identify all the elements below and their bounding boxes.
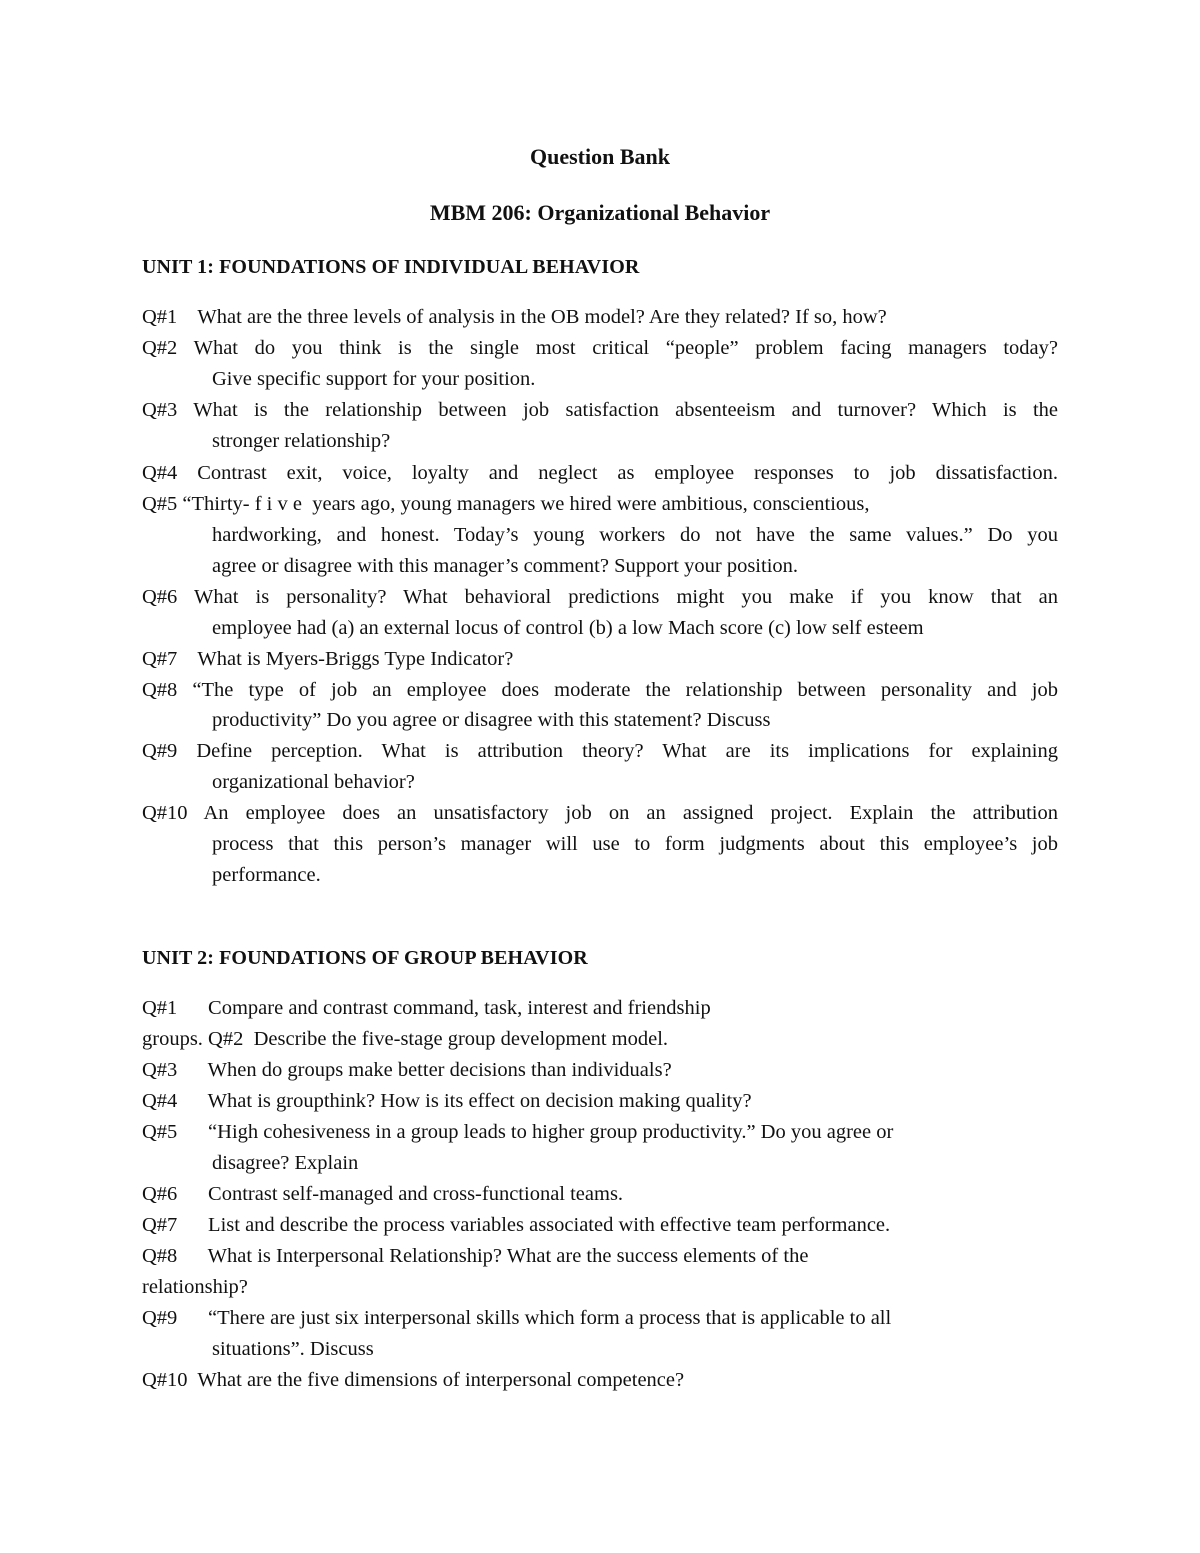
unit2-heading: UNIT 2: FOUNDATIONS OF GROUP BEHAVIOR [142,947,588,969]
unit2-line: Q#7 List and describe the process variables associated with effective team performance. [142,1214,891,1236]
unit2-line: Q#9 “There are just six interpersonal skills which form a process that is applicable to all [142,1307,892,1329]
unit2-line: Q#1 Compare and contrast command, task, interest and friendship [142,997,711,1019]
unit1-line: Q#10 An employee does an unsatisfactory job on an assigned project. Explain the attribution [142,802,1058,824]
unit1-line: performance. [212,864,321,886]
course-title: MBM 206: Organizational Behavior [429,200,771,225]
unit2-line: Q#10 What are the five dimensions of interpersonal competence? [142,1369,685,1391]
unit1-line: Q#3 What is the relationship between job satisfaction absenteeism and turnover? Which is the [142,399,1058,421]
document-title: Question Bank [530,144,670,169]
unit2-line: groups. Q#2 Describe the five-stage group development model. [142,1028,669,1050]
unit1-line: Q#4 Contrast exit, voice, loyalty and neglect as employee responses to job dissatisfaction. [142,462,1058,484]
unit1-line: productivity” Do you agree or disagree with this statement? Discuss [212,709,771,731]
unit1-line: Q#1 What are the three levels of analysis in the OB model? Are they related? If so, how? [142,306,887,328]
unit1-line: Give specific support for your position. [212,368,536,390]
unit1-line: stronger relationship? [212,430,391,452]
unit1-line: process that this person’s manager will use to form judgments about this employee’s job [212,833,1058,855]
unit2-line: situations”. Discuss [212,1338,374,1360]
unit1-line: employee had (a) an external locus of control (b) a low Mach score (c) low self esteem [212,617,924,639]
unit2-line: relationship? [142,1276,248,1298]
unit1-heading: UNIT 1: FOUNDATIONS OF INDIVIDUAL BEHAVIOR [142,256,640,278]
unit1-line: Q#5 “Thirty- f i v e years ago, young managers we hired were ambitious, conscientious, [142,493,870,515]
unit2-line: Q#5 “High cohesiveness in a group leads to higher group productivity.” Do you agree or [142,1121,894,1143]
unit1-line: Q#8 “The type of job an employee does moderate the relationship between personality and job [142,679,1058,701]
unit1-line: Q#6 What is personality? What behavioral predictions might you make if you know that an [142,586,1058,608]
unit1-line: organizational behavior? [212,771,415,793]
unit2-line: disagree? Explain [212,1152,359,1174]
unit1-line: Q#7 What is Myers-Briggs Type Indicator? [142,648,514,670]
unit2-line: Q#4 What is groupthink? How is its effect on decision making quality? [142,1090,752,1112]
unit2-line: Q#6 Contrast self-managed and cross-functional teams. [142,1183,624,1205]
unit1-line: Q#9 Define perception. What is attribution theory? What are its implications for explaining [142,740,1058,762]
unit2-line: Q#3 When do groups make better decisions than individuals? [142,1059,672,1081]
unit1-line: hardworking, and honest. Today’s young workers do not have the same values.” Do you [212,524,1058,546]
unit2-line: Q#8 What is Interpersonal Relationship? What are the success elements of the [142,1245,809,1267]
unit1-line: agree or disagree with this manager’s comment? Support your position. [212,555,799,577]
unit1-line: Q#2 What do you think is the single most critical “people” problem facing managers today? [142,337,1058,359]
